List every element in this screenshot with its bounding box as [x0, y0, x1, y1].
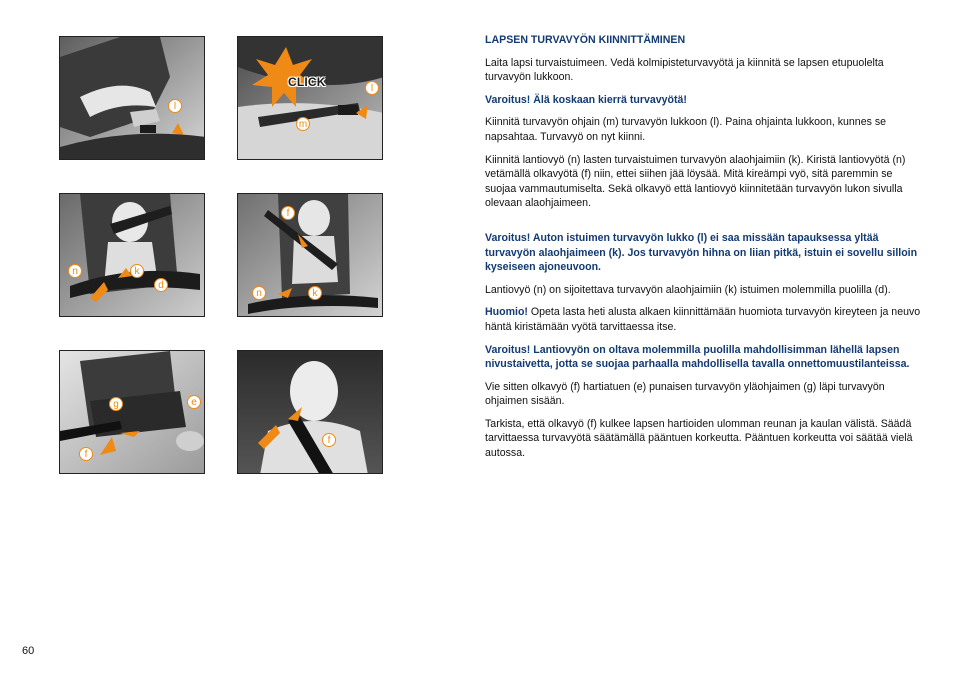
callout-l: l [168, 99, 182, 113]
spacer [485, 219, 921, 231]
warning-buckle-reach: Varoitus! Auton istuimen turvavyön lukko (l) ei saa missään tapauksessa yltää turvavyön alaohjaimeen (k). Jos turvavyön hihna on liian pitkä, istuin ei sovellu silloin kyseiseen ajoneuvoon. [485, 231, 918, 274]
figure-buckle-insertion [59, 36, 205, 160]
figure-buckle-click [237, 36, 383, 160]
callout-f: f [281, 206, 295, 220]
page-number: 60 [22, 645, 35, 657]
figure-shoulder-belt-position [237, 350, 383, 474]
paragraph-check-position: Tarkista, että olkavyö (f) kulkee lapsen hartioiden ulomman reunan ja kaulan välistä. Säädä tarvittaessa turvavyötä säätämällä pääntuen korkeutta. Pääntuen korkeutta voi säätää vielä autossa. [485, 417, 913, 460]
callout-n: n [252, 286, 266, 300]
illustration-lap-belt-guides [60, 194, 205, 317]
figure-lap-belt-guides [59, 193, 205, 317]
callout-m: m [296, 117, 310, 131]
notice-label: Huomio! [485, 306, 528, 319]
illustration-shoulder-belt-position [238, 351, 383, 474]
paragraph-intro: Laita lapsi turvaistuimeen. Vedä kolmipisteturvavyötä ja kiinnitä se lapsen etupuolelta turvavyön lukkoon. [485, 56, 884, 84]
notice-text: Opeta lasta heti alusta alkaen kiinnittämään huomiota turvavyön kireyteen ja neuvo häntä kiristämään vyötä tarvittaessa itse. [485, 306, 921, 333]
paragraph-lap-belt: Kiinnitä lantiovyö (n) lasten turvaistuimen turvavyön alaohjaimiin (k). Kiristä lantiovyötä (n) vetämällä olkavyötä (f) niin, ettei siihen jää löysää. Mitä kireämpi vyö, sitä paremmin se suojaa vammautumiselta. Sekä olkavyö että lantiovyö kiinnitetään turvavyön lukon sivulla olevaan alaohjaimeen. [485, 153, 906, 210]
illustration-buckle-insertion [60, 37, 205, 160]
section-heading: LAPSEN TURVAVYÖN KIINNITTÄMINEN [485, 34, 686, 46]
callout-e: e [187, 395, 201, 409]
callout-f: f [322, 433, 336, 447]
paragraph-notice [485, 305, 921, 334]
figure-shoulder-belt-guide [59, 350, 205, 474]
warning-no-twist: Varoitus! Älä koskaan kierrä turvavyötä! [485, 93, 687, 106]
warning-lap-belt-position: Varoitus! Lantiovyön on oltava molemmilla puolilla mahdollisimman lähellä lapsen nivustaivetta, jotta se suojaa parhaalla mahdollisella tavalla onnettomuustilanteissa. [485, 343, 910, 371]
callout-n: n [68, 264, 82, 278]
paragraph-lap-belt-guides: Lantiovyö (n) on sijoitettava turvavyön alaohjaimiin (k) istuimen molemmilla puolilla (d). [485, 283, 891, 296]
illustration-buckle-click [238, 37, 383, 160]
callout-l: l [365, 81, 379, 95]
figure-lap-belt-sides [237, 193, 383, 317]
click-label: CLICK [288, 75, 326, 89]
paragraph-buckle: Kiinnitä turvavyön ohjain (m) turvavyön lukkoon (l). Paina ohjainta lukkoon, kunnes se napsahtaa. Turvavyö on nyt kiinni. [485, 116, 887, 143]
callout-k: k [130, 264, 144, 278]
callout-g: g [109, 397, 123, 411]
callout-k: k [308, 286, 322, 300]
callout-d: d [154, 278, 168, 292]
paragraph-shoulder-belt: Vie sitten olkavyö (f) hartiatuen (e) punaisen turvavyön yläohjaimen (g) läpi turvavyön ohjaimen sisään. [485, 380, 885, 408]
callout-f: f [79, 447, 93, 461]
instructions-text [485, 33, 921, 469]
